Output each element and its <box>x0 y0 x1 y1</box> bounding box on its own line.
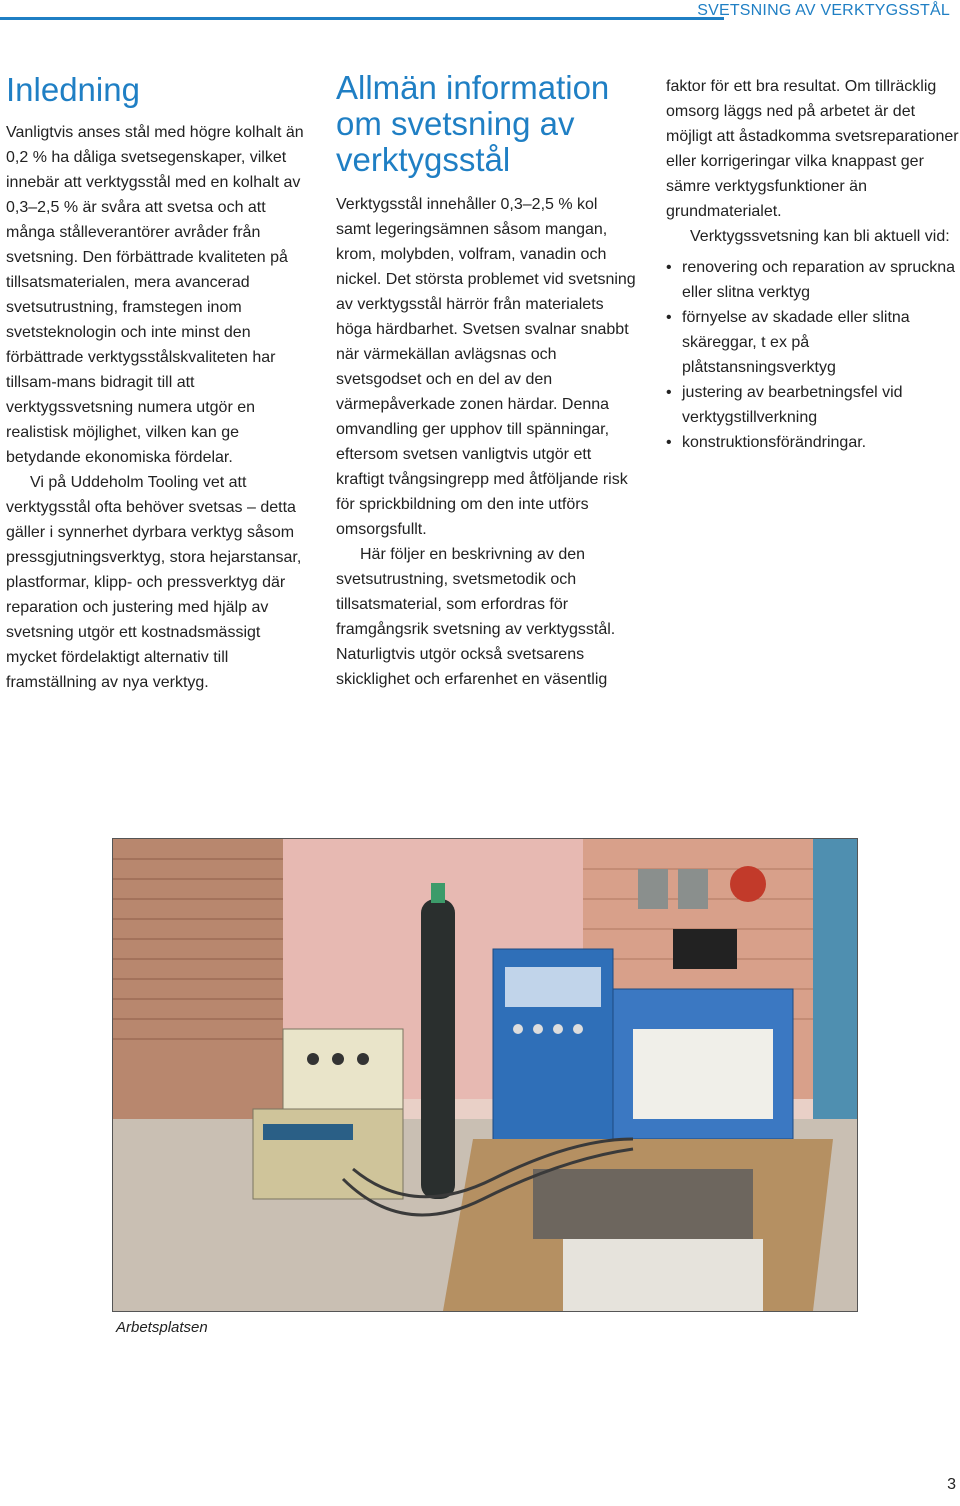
column-intro <box>6 60 306 695</box>
figure-caption: Arbetsplatsen <box>116 1319 208 1336</box>
list-item: • förnyelse av skadade eller slitna skäreggar, t ex på plåtstansningsverktyg <box>666 305 960 380</box>
paragraph: Vi på Uddeholm Tooling vet att verktygsstål ofta behöver svetsas – detta gäller i synnerhet dyrbara verktyg såsom pressgjutningsverktyg, stora hejarstansar, plastformar, klipp- och pressverktyg där reparation och justering med hjälp av svetsning utgör ett kostnadsmässigt mycket fördelaktigt alternativ till framställning av nya verktyg. <box>6 474 302 691</box>
paragraph: faktor för ett bra resultat. Om tillräcklig omsorg läggs ned på arbetet är det möjligt att åstadkomma svetsreparationer eller korrigeringar vilka knappast ger sämre verktygsfunktioner än grundmaterialet. <box>666 78 959 220</box>
column-continued <box>666 74 960 455</box>
section-heading-allman-information: Allmän information om svetsning av verktygsstål <box>336 69 610 178</box>
paragraph: Verktygsstål innehåller 0,3–2,5 % kol samt legeringsämnen såsom mangan, krom, molybden, volfram, vanadin och nickel. Det största problemet vid svetsning av verktygsstål härrör från materialets höga härdbarhet. Svetsen svalnar snabbt när värmekällan avlägsnas och svetsgodset och en del av den värmepåverkade zonen härdar. Denna omvandling ger upphov till spänningar, eftersom svetsen vanligtvis utgör ett kraftigt tvångsingrepp med åtföljande risk för sprickbildning om den inte utförs omsorgsfullt. <box>336 196 636 538</box>
running-header: SVETSNING AV VERKTYGSSTÅL <box>697 2 950 19</box>
bullet-list <box>666 255 960 455</box>
bullet-icon: • <box>666 384 672 401</box>
page-number: 3 <box>947 1476 956 1493</box>
column-general-info <box>336 60 636 692</box>
paragraph: Vanligtvis anses stål med högre kolhalt än 0,2 % ha dåliga svetsegenskaper, vilket innebär att verktygsstål med en kolhalt av 0,3–2,5 % är svåra att svetsa och att många stålleverantörer avråder från svetsning. Den förbättrade kvaliteten på tillsatsmaterialen, mera avancerad svetsutrustning, framstegen inom svetsteknologin och inte minst den förbättrade verktygsstålskvaliteten har tillsam-mans bidragit till att verktygssvetsning numera utgör en realistisk möjlighet, vilken kan ge betydande ekonomiska fördelar. <box>6 124 304 466</box>
paragraph: Verktygssvetsning kan bli aktuell vid: <box>690 228 950 245</box>
workplace-illustration <box>113 839 857 1311</box>
list-item: • justering av bearbetningsfel vid verktygstillverkning <box>666 380 960 430</box>
bullet-icon: • <box>666 434 672 451</box>
header-rule <box>0 17 724 20</box>
paragraph: Här följer en beskrivning av den svetsutrustning, svetsmetodik och tillsatsmaterial, som erfordras för framgångsrik svetsning av verktygsstål. Naturligtvis utgör också svetsarens skicklighet och erfarenhet en väsentlig <box>336 546 616 688</box>
section-heading-inledning: Inledning <box>6 71 140 108</box>
list-item: • renovering och reparation av spruckna eller slitna verktyg <box>666 255 960 305</box>
bullet-icon: • <box>666 259 672 276</box>
list-item: • konstruktionsförändringar. <box>666 430 960 455</box>
bullet-icon: • <box>666 309 672 326</box>
workplace-photo <box>112 838 858 1312</box>
